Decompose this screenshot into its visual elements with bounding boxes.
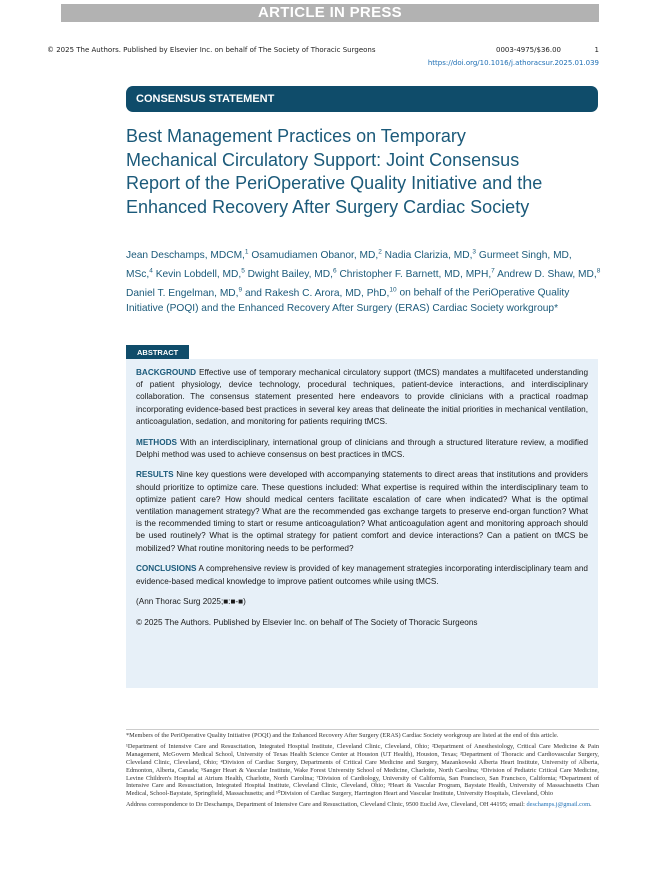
author: Dwight Bailey, MD,$^6$	[247, 267, 337, 281]
author-list	[126, 245, 601, 316]
section-heading: RESULTS	[136, 470, 174, 480]
author: Andrew D. Shaw, MD,$^8$	[497, 267, 601, 281]
email-link[interactable]: deschamps.j@gmail.com	[526, 801, 591, 809]
header-copyright: © 2025 The Authors. Published by Elsevier Inc. on behalf of The Society of Thoracic Surgeons	[47, 46, 376, 54]
abstract-methods	[136, 437, 588, 461]
author: Gurmeet Singh, MD, MSc,$^4$	[126, 250, 572, 281]
author: Osamudiamen Obanor, MD,$^2$	[251, 249, 382, 262]
section-heading: METHODS	[136, 437, 177, 447]
section-heading: BACKGROUND	[136, 368, 197, 377]
abstract-label: ABSTRACT	[126, 345, 189, 360]
footnote-divider	[126, 729, 599, 730]
header-issn: 0003-4975/$36.00	[495, 46, 561, 54]
doi-link[interactable]: https://doi.org/10.1016/j.athoracsur.2025.01.039	[427, 59, 599, 67]
author: Nadia Clarizia, MD,$^3$	[384, 249, 477, 262]
section-text: With an interdisciplinary, international group of clinicians and through a structured literature review, a modified Delphi method was used to achieve consensus on best practices in tMCS.	[136, 437, 588, 459]
section-heading: CONCLUSIONS	[136, 564, 197, 574]
section-text: Effective use of temporary mechanical circulatory support (tMCS) mandates a multifaceted understanding of patient physiology, device technology, procedural techniques, patient-device interactions, and interdisciplinary collaboration. The consensus statement presented here endeavors to provide clinicians with a practical roadmap incorporating evidence-based best practices in several key areas that delineate the initial priorities in mechanical ventilation, anticoagulation, sedation, and monitoring for patients requiring tMCS.	[136, 368, 588, 426]
abstract-box	[126, 359, 598, 688]
footnotes	[126, 732, 599, 812]
article-in-press-banner: ARTICLE IN PRESS	[61, 4, 599, 22]
section-text: A comprehensive review is provided of key management strategies incorporating interdisciplinary team and evidence-based medical knowledge to improve patient outcomes while using tMCS.	[136, 564, 588, 586]
author: Christopher F. Barnett, MD, MPH,$^7$	[339, 267, 495, 281]
affiliations: ¹Department of Intensive Care and Resuscitation, Integrated Hospital Institute, Cleveland Clinic, Cleveland, Ohio; ²Department of Anesthesiology, Critical Care Medicine & Pain Management, McGovern Medical School, University of Texas Health Science Center at Houston (UT Health), Houston, Texas; ³Department of Thoracic and Cardiovascular Surgery, Cleveland Clinic, Cleveland, Ohio; ⁴Division of Cardiac Surgery, Departments of Critical Care Medicine and Surgery, Mazankowski Alberta Heart Institute, University of Alberta, Edmonton, Alberta, Canada; ⁵Sanger Heart & Vascular Institute, Wake Forest University School of Medicine, Charlotte, North Carolina; ⁶Division of Pediatric Critical Care Medicine, Levine Children's Hospital at Atrium Health, Charlotte, North Carolina; ⁷Division of Cardiology, University of California, San Francisco, San Francisco, California; ⁸Department of Intensive Care and Resuscitation, Integrated Hospital Institute, Cleveland Clinic, Cleveland, Ohio; ⁹Heart & Vascular Program, Baystate Health, University of Massachusetts Chan Medical, School-Baystate, Springfield, Massachusetts; and ¹⁰Division of Cardiac Surgery, Harrington Heart and Vascular Institute, University Hospitals, Cleveland, Ohio	[126, 742, 599, 798]
section-text: Nine key questions were developed with accompanying statements to direct areas that institutions and providers should prioritize to optimize care. These questions included: What expertise is required within the interdisciplinary team to optimize patient care? How should medical centers facilitate escalation of care when indicated? What is the optimal ventilation management strategy? What are the recommended gas exchange targets to preserve end-organ function? What is the recommended timing to start or resume anticoagulation? What anticoagulation agent and monitoring approach should be used routinely? What is the optimal strategy for patient comfort and device interactions? Can a patient on tMCS be mobilized? What routine monitoring needs to be performed?	[136, 470, 588, 553]
author: and Rakesh C. Arora, MD, PhD,$^{10}$	[244, 286, 397, 299]
author: Kevin Lobdell, MD,$^5$	[155, 267, 245, 281]
authors-group-note: on behalf of the PeriOperative Quality Initiative (POQI) and the Enhanced Recovery After Surgery (ERAS) Cardiac Society workgroup*	[126, 287, 570, 315]
page-number: 1	[594, 46, 599, 54]
abstract-results	[136, 469, 588, 554]
author: Daniel T. Engelman, MD,$^9$	[126, 286, 243, 299]
members-note: *Members of the PeriOperative Quality Initiative (POQI) and the Enhanced Recovery After Surgery (ERAS) Cardiac Society workgroup are listed at the end of this article.	[126, 732, 559, 739]
journal-citation: (Ann Thorac Surg 2025;■:■-■)	[136, 597, 246, 607]
correspondence: Address correspondence to Dr Deschamps, Department of Intensive Care and Resuscitation, Cleveland Clinic, 9500 Euclid Ave, Cleveland, OH 44195; email: deschamps.j@gmail.com.	[126, 801, 592, 809]
abstract-conclusions	[136, 563, 588, 587]
abstract-copyright: © 2025 The Authors. Published by Elsevier Inc. on behalf of The Society of Thoracic Surgeons	[136, 617, 478, 627]
article-title: Best Management Practices on Temporary Mechanical Circulatory Support: Joint Consensus Report of the PeriOperative Quality Initiative and the Enhanced Recovery After Surgery Cardiac Society	[126, 126, 543, 217]
section-label-banner: CONSENSUS STATEMENT	[126, 86, 598, 112]
abstract-background	[136, 367, 588, 428]
author: Jean Deschamps, MDCM,$^1$	[126, 249, 249, 262]
